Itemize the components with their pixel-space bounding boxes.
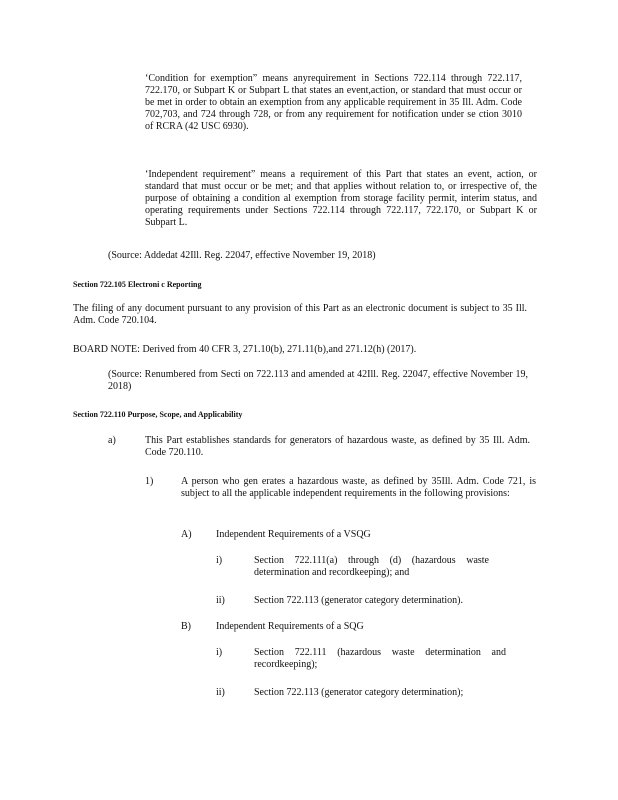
- paragraph-1-text: A person who gen erates a hazardous waste, as defined by 35Ill. Adm. Code 721, is subject to all the applicable independent requirements in the following provisions:: [181, 476, 536, 499]
- subparagraph-B-text: Independent Requirements of a SQG: [216, 621, 364, 632]
- item-A-i-text: Section 722.111(a) through (d) (hazardous waste determination and recordkeeping); and: [254, 555, 489, 578]
- item-A-ii-text: Section 722.113 (generator category determination).: [254, 595, 463, 606]
- subsection-a-text: This Part establishes standards for generators of hazardous waste, as defined by 35 Ill. Adm. Code 720.110.: [145, 435, 530, 458]
- subparagraph-A-label: A): [181, 529, 192, 540]
- item-B-ii-text: Section 722.113 (generator category determination);: [254, 687, 464, 698]
- item-B-ii-label: ii): [216, 687, 225, 698]
- subsection-a-label: a): [108, 435, 116, 446]
- source-note-section-105: (Source: Renumbered from Secti on 722.113 and amended at 42Ill. Reg. 22047, effective November 19, 2018): [108, 369, 528, 392]
- source-note-definitions: (Source: Addedat 42Ill. Reg. 22047, effective November 19, 2018): [108, 250, 376, 261]
- item-A-ii-label: ii): [216, 595, 225, 606]
- board-note: BOARD NOTE: Derived from 40 CFR 3, 271.10(b), 271.11(b),and 271.12(h) (2017).: [73, 344, 417, 355]
- item-B-i-text: Section 722.111 (hazardous waste determination and recordkeeping);: [254, 647, 506, 670]
- definition-condition-for-exemption: ‘Condition for exemption” means anyrequirement in Sections 722.114 through 722.117, 722.170, or Subpart K or Subpart L that states an event,action, or standard that must occur or be met in order to obtain an exemption from any applicable requirement in 35 Ill. Adm. Code 702,703, and 724 through 728, or from any requirement for notification under se ction 3010 of RCRA (42 USC 6930).: [145, 73, 522, 132]
- section-722-110-heading: Section 722.110 Purpose, Scope, and Applicability: [73, 409, 243, 420]
- item-A-i-label: i): [216, 555, 223, 566]
- subparagraph-A-text: Independent Requirements of a VSQG: [216, 529, 371, 540]
- section-722-105-heading: Section 722.105 Electroni c Reporting: [73, 279, 202, 290]
- section-722-105-body: The filing of any document pursuant to any provision of this Part as an electronic document is subject to 35 Ill. Adm. Code 720.104.: [73, 303, 527, 326]
- definition-independent-requirement: ‘Independent requirement” means a requirement of this Part that states an event, action, or standard that must occur or be met; and that applies without relation to, or irrespective of, the purpose of obtaining a condition al exemption from storage facility permit, interim status, and operating requirements under Sections 722.114 through 722.117, 722.170, or Subpart K or Subpart L.: [145, 169, 537, 228]
- subparagraph-B-label: B): [181, 621, 191, 632]
- paragraph-1-label: 1): [145, 476, 154, 487]
- item-B-i-label: i): [216, 647, 223, 658]
